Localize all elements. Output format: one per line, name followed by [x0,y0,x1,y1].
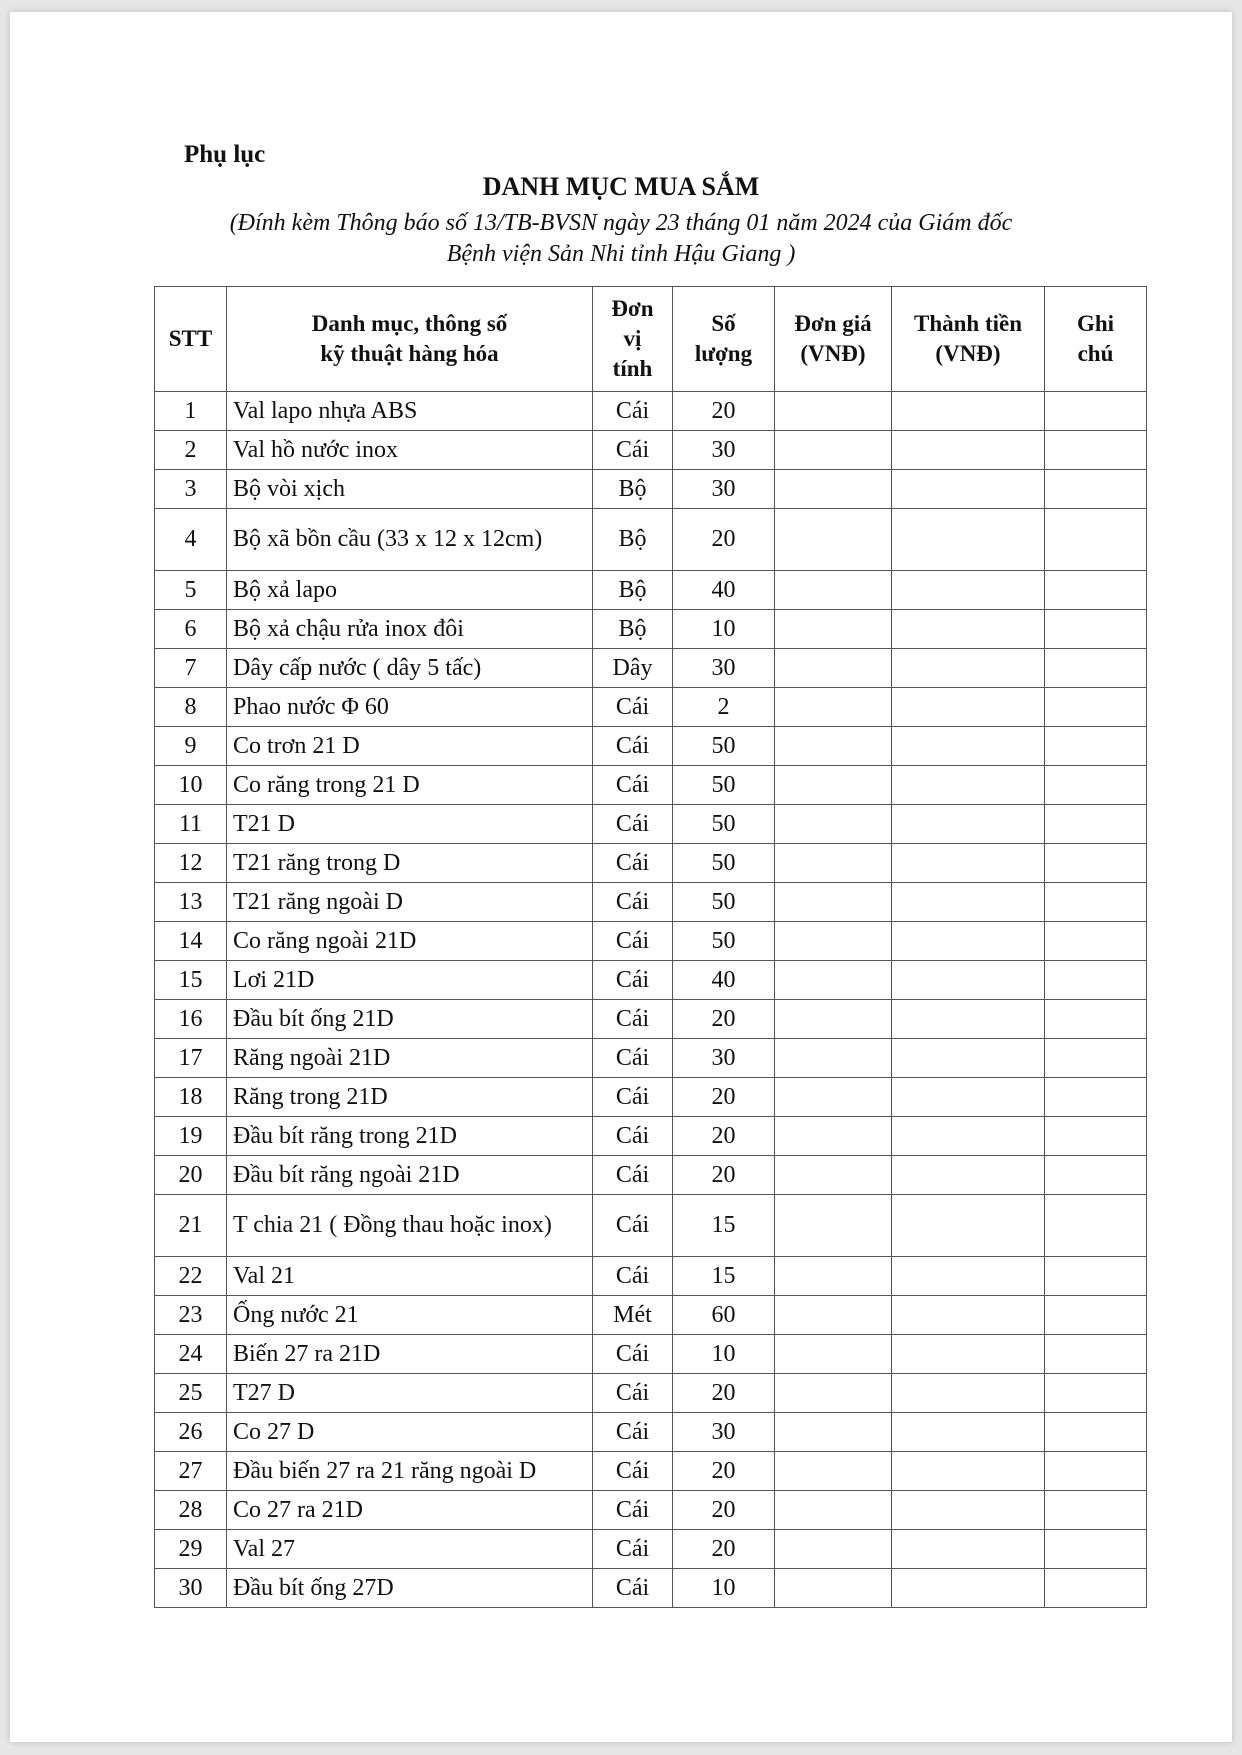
row-unit-price [775,431,892,470]
row-unit: Cái [593,961,673,1000]
row-total [892,1413,1045,1452]
row-unit-price [775,844,892,883]
row-quantity: 15 [673,1257,775,1296]
row-item-name: Val hồ nước inox [227,431,593,470]
row-unit-price [775,1530,892,1569]
row-item-name: Đầu bít ống 27D [227,1569,593,1608]
row-total [892,1374,1045,1413]
row-unit: Bộ [593,610,673,649]
table-header-row [155,287,1147,392]
row-item-name: Dây cấp nước ( dây 5 tấc) [227,649,593,688]
row-stt: 7 [155,649,227,688]
row-note [1045,509,1147,571]
document-title: DANH MỤC MUA SẮM [482,172,760,201]
table-row [155,392,1147,431]
table-row [155,961,1147,1000]
row-unit-price [775,1296,892,1335]
row-unit: Cái [593,805,673,844]
row-unit: Bộ [593,571,673,610]
table-row [155,649,1147,688]
row-total [892,1078,1045,1117]
row-unit-price [775,649,892,688]
row-unit: Cái [593,844,673,883]
row-unit-price [775,1374,892,1413]
row-quantity: 30 [673,1413,775,1452]
row-unit: Cái [593,1078,673,1117]
row-unit: Dây [593,649,673,688]
row-note [1045,1530,1147,1569]
row-quantity: 30 [673,431,775,470]
row-item-name: Đầu bít ống 21D [227,1000,593,1039]
row-note [1045,1491,1147,1530]
row-total [892,1195,1045,1257]
table-row [155,470,1147,509]
row-stt: 24 [155,1335,227,1374]
row-note [1045,1452,1147,1491]
row-stt: 17 [155,1039,227,1078]
row-note [1045,688,1147,727]
row-note [1045,1117,1147,1156]
row-note [1045,844,1147,883]
row-quantity: 20 [673,1491,775,1530]
row-item-name: T21 răng trong D [227,844,593,883]
row-item-name: Co 27 ra 21D [227,1491,593,1530]
row-total [892,727,1045,766]
row-stt: 16 [155,1000,227,1039]
header-note: Ghi chú [1045,287,1147,392]
row-quantity: 50 [673,883,775,922]
subtitle-line-1: (Đính kèm Thông báo số 13/TB-BVSN ngày 23 tháng 01 năm 2024 của Giám đốc [229,210,1013,236]
row-unit: Bộ [593,470,673,509]
row-quantity: 20 [673,1000,775,1039]
row-note [1045,1000,1147,1039]
row-total [892,1491,1045,1530]
row-unit-price [775,1257,892,1296]
row-note [1045,1335,1147,1374]
table-row [155,1156,1147,1195]
row-note [1045,431,1147,470]
table-row [155,1335,1147,1374]
row-quantity: 30 [673,470,775,509]
row-quantity: 2 [673,688,775,727]
row-quantity: 50 [673,766,775,805]
row-note [1045,961,1147,1000]
row-item-name: Co 27 D [227,1413,593,1452]
row-total [892,610,1045,649]
row-stt: 22 [155,1257,227,1296]
row-quantity: 20 [673,392,775,431]
row-quantity: 50 [673,805,775,844]
row-stt: 12 [155,844,227,883]
row-item-name: Val 27 [227,1530,593,1569]
table-row [155,1078,1147,1117]
row-stt: 29 [155,1530,227,1569]
row-total [892,470,1045,509]
row-unit: Cái [593,1530,673,1569]
row-stt: 5 [155,571,227,610]
row-item-name: Răng ngoài 21D [227,1039,593,1078]
row-total [892,1039,1045,1078]
row-total [892,1569,1045,1608]
row-stt: 19 [155,1117,227,1156]
table-row [155,1530,1147,1569]
appendix-label: Phụ lục [184,141,266,168]
table-row [155,1117,1147,1156]
row-note [1045,571,1147,610]
row-unit-price [775,688,892,727]
row-quantity: 20 [673,1374,775,1413]
row-unit-price [775,1195,892,1257]
row-total [892,392,1045,431]
row-unit: Cái [593,1156,673,1195]
row-total [892,1156,1045,1195]
table-row [155,1039,1147,1078]
row-stt: 14 [155,922,227,961]
row-quantity: 50 [673,922,775,961]
row-unit-price [775,1452,892,1491]
procurement-table [154,286,1147,1608]
header-item-name: Danh mục, thông số kỹ thuật hàng hóa [227,287,593,392]
row-unit-price [775,1569,892,1608]
row-item-name: T21 D [227,805,593,844]
row-item-name: Bộ vòi xịch [227,470,593,509]
table-row [155,1374,1147,1413]
row-total [892,649,1045,688]
row-total [892,922,1045,961]
row-unit-price [775,766,892,805]
table-row [155,1452,1147,1491]
row-note [1045,1195,1147,1257]
row-total [892,1452,1045,1491]
header-unit: Đơn vị tính [593,287,673,392]
row-quantity: 50 [673,844,775,883]
row-stt: 8 [155,688,227,727]
row-unit-price [775,1117,892,1156]
row-unit: Cái [593,1257,673,1296]
row-stt: 27 [155,1452,227,1491]
row-note [1045,1039,1147,1078]
row-quantity: 10 [673,1569,775,1608]
row-item-name: Đầu bít răng trong 21D [227,1117,593,1156]
row-unit-price [775,883,892,922]
row-stt: 4 [155,509,227,571]
row-note [1045,805,1147,844]
row-item-name: Co răng ngoài 21D [227,922,593,961]
row-item-name: Ống nước 21 [227,1296,593,1335]
row-stt: 2 [155,431,227,470]
row-item-name: Co trơn 21 D [227,727,593,766]
row-total [892,571,1045,610]
table-row [155,1491,1147,1530]
row-item-name: Đầu biến 27 ra 21 răng ngoài D [227,1452,593,1491]
row-unit-price [775,1335,892,1374]
row-unit: Cái [593,922,673,961]
table-row [155,571,1147,610]
table-row [155,727,1147,766]
row-unit-price [775,805,892,844]
row-note [1045,610,1147,649]
row-total [892,1117,1045,1156]
row-total [892,1530,1045,1569]
row-unit: Cái [593,1335,673,1374]
table-row [155,883,1147,922]
header-stt: STT [155,287,227,392]
row-stt: 6 [155,610,227,649]
row-note [1045,766,1147,805]
row-unit-price [775,1156,892,1195]
row-quantity: 20 [673,1156,775,1195]
row-unit: Cái [593,1195,673,1257]
row-unit-price [775,1413,892,1452]
table-row [155,922,1147,961]
row-note [1045,1569,1147,1608]
row-item-name: Bộ xả lapo [227,571,593,610]
row-unit-price [775,610,892,649]
row-total [892,1335,1045,1374]
row-quantity: 30 [673,1039,775,1078]
row-note [1045,1156,1147,1195]
row-stt: 11 [155,805,227,844]
row-stt: 26 [155,1413,227,1452]
table-row [155,1569,1147,1608]
row-quantity: 20 [673,509,775,571]
row-unit-price [775,1039,892,1078]
row-unit: Cái [593,1452,673,1491]
row-unit: Cái [593,1039,673,1078]
row-note [1045,1374,1147,1413]
row-unit-price [775,1000,892,1039]
table-row [155,1257,1147,1296]
table-row [155,1413,1147,1452]
row-stt: 20 [155,1156,227,1195]
table-row [155,431,1147,470]
row-unit-price [775,1078,892,1117]
row-quantity: 20 [673,1078,775,1117]
row-stt: 28 [155,1491,227,1530]
row-stt: 3 [155,470,227,509]
row-unit: Cái [593,392,673,431]
document-page [10,12,1232,1742]
row-total [892,509,1045,571]
row-stt: 9 [155,727,227,766]
row-stt: 30 [155,1569,227,1608]
row-total [892,1257,1045,1296]
row-total [892,1296,1045,1335]
row-unit-price [775,922,892,961]
row-quantity: 10 [673,610,775,649]
row-item-name: Đầu bít răng ngoài 21D [227,1156,593,1195]
row-total [892,766,1045,805]
table-row [155,844,1147,883]
row-stt: 25 [155,1374,227,1413]
subtitle-line-2: Bệnh viện Sản Nhi tỉnh Hậu Giang ) [446,241,796,267]
row-unit: Cái [593,688,673,727]
row-total [892,805,1045,844]
row-unit-price [775,1491,892,1530]
row-item-name: Lơi 21D [227,961,593,1000]
row-note [1045,1257,1147,1296]
table-row [155,610,1147,649]
row-total [892,961,1045,1000]
row-unit: Cái [593,431,673,470]
row-quantity: 50 [673,727,775,766]
row-item-name: T chia 21 ( Đồng thau hoặc inox) [227,1195,593,1257]
row-note [1045,1078,1147,1117]
row-quantity: 40 [673,961,775,1000]
row-item-name: Val 21 [227,1257,593,1296]
row-unit: Cái [593,883,673,922]
row-unit: Cái [593,1117,673,1156]
row-note [1045,649,1147,688]
row-item-name: Phao nước Φ 60 [227,688,593,727]
row-unit: Mét [593,1296,673,1335]
row-total [892,431,1045,470]
row-item-name: Co răng trong 21 D [227,766,593,805]
row-unit-price [775,727,892,766]
row-unit: Cái [593,1000,673,1039]
row-item-name: Bộ xả chậu rửa inox đôi [227,610,593,649]
row-item-name: Bộ xã bồn cầu (33 x 12 x 12cm) [227,509,593,571]
row-stt: 1 [155,392,227,431]
row-note [1045,1413,1147,1452]
row-quantity: 30 [673,649,775,688]
row-quantity: 60 [673,1296,775,1335]
header-unit-price: Đơn giá (VNĐ) [775,287,892,392]
row-quantity: 20 [673,1530,775,1569]
table-row [155,509,1147,571]
header-total: Thành tiền (VNĐ) [892,287,1045,392]
row-quantity: 15 [673,1195,775,1257]
row-quantity: 20 [673,1117,775,1156]
row-note [1045,1296,1147,1335]
row-unit: Cái [593,727,673,766]
table-row [155,688,1147,727]
row-unit-price [775,470,892,509]
row-note [1045,470,1147,509]
header-quantity: Số lượng [673,287,775,392]
row-unit: Cái [593,1374,673,1413]
table-row [155,1296,1147,1335]
row-unit: Cái [593,1569,673,1608]
row-note [1045,727,1147,766]
table-row [155,1195,1147,1257]
row-stt: 13 [155,883,227,922]
row-item-name: T21 răng ngoài D [227,883,593,922]
row-total [892,883,1045,922]
row-note [1045,883,1147,922]
row-stt: 15 [155,961,227,1000]
row-item-name: Val lapo nhựa ABS [227,392,593,431]
row-item-name: T27 D [227,1374,593,1413]
row-unit-price [775,961,892,1000]
row-total [892,688,1045,727]
row-unit-price [775,509,892,571]
row-item-name: Biến 27 ra 21D [227,1335,593,1374]
row-quantity: 10 [673,1335,775,1374]
row-unit: Bộ [593,509,673,571]
document-subtitle [10,208,1232,270]
row-unit-price [775,392,892,431]
row-unit-price [775,571,892,610]
row-stt: 23 [155,1296,227,1335]
row-total [892,1000,1045,1039]
row-quantity: 40 [673,571,775,610]
table-row [155,805,1147,844]
row-item-name: Răng trong 21D [227,1078,593,1117]
row-quantity: 20 [673,1452,775,1491]
row-unit: Cái [593,1491,673,1530]
row-stt: 18 [155,1078,227,1117]
table-row [155,1000,1147,1039]
row-note [1045,392,1147,431]
row-stt: 21 [155,1195,227,1257]
table-row [155,766,1147,805]
row-unit: Cái [593,1413,673,1452]
row-unit: Cái [593,766,673,805]
row-stt: 10 [155,766,227,805]
row-note [1045,922,1147,961]
row-total [892,844,1045,883]
